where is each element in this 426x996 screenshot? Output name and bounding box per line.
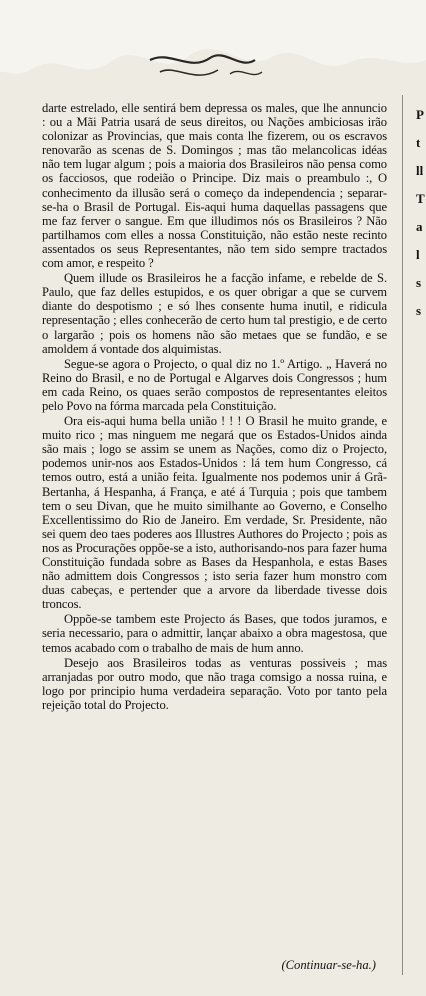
edge-letter: a [416,219,423,234]
paragraph: Quem illude os Brasileiros he a facção infame, e rebelde de S. Paulo, que faz delles estupidos, e os quer obrigar a que se curvem diante do despotismo ; e só lhes consente huma inutil, e ridicula representação ; elles conhecerão de certo hum tal prestigio, e de certo o largarão ; pois os homens não são metaes que se fundão, e se amoldem á vontade dos alquimistas. [42,271,387,356]
edge-letter: l [416,247,420,262]
edge-letter: T [416,191,425,206]
edge-letter: ll [416,163,424,178]
edge-letter: s [416,303,422,318]
edge-letter: s [416,275,422,290]
torn-paper-edge [0,0,426,100]
article-column [42,101,387,712]
adjacent-column-fragment [416,101,426,325]
continuation-note: (Continuar-se-ha.) [281,958,376,972]
paragraph: Oppõe-se tambem este Projecto ás Bases, que todos juramos, e seria necessario, para o admittir, lançar abaixo a obra magestosa, que temos acabado com o trabalho de mais de hum anno. [42,612,387,655]
paragraph: darte estrelado, elle sentirá bem depressa os males, que lhe annuncio : ou a Mãi Patria usará de seus direitos, ou Nações ambiciosas irão colonizar as Provincias, que mais conta lhe fizerem, ou os escravos renovarão as scenas de S. Domingos ; mas tão melancolicas idéas não tem lugar algum ; pois a maioria dos Brasileiros não pensa como os facciosos, que rodeião o Principe. Diz mais o preambulo :, O conhecimento da illusão será o começo da independencia ; separar-se-ha o Brasil de Portugal. Eis-aqui huma daquellas passagens que me faz ferver o sangue. Em que illudimos nós os Brasileiros ? Não partilhamos com elles a nossa Constituição, não estão neste recinto assentados os seus Representantes, não tem sido sempre tractados com amor, e respeito ? [42,101,387,271]
paragraph: Segue-se agora o Projecto, o qual diz no 1.º Artigo. „ Haverá no Reino do Brasil, e no de Portugal e Algarves dois Congressos ; hum em cada Reino, os quaes serão compostos de representantes eleitos pelo Povo na fórma marcada pela Constituição. [42,356,387,413]
paragraph: Desejo aos Brasileiros todas as venturas possiveis ; mas arranjadas por outro modo, que não traga comsigo a nossa ruina, e logo por principio huma verdadeira separação. Voto por tanto pela rejeição total do Projecto. [42,655,387,712]
column-divider [402,95,403,975]
edge-letter: t [416,135,421,150]
edge-letter: P [416,107,424,122]
paragraph: Ora eis-aqui huma bella união ! ! ! O Brasil he muito grande, e muito rico ; mas ninguem me negará que os Estados-Unidos ainda são mais ; logo se assim se unem as Nações, como diz o Projecto, podemos unir-nos aos Estados-Unidos : lá tem hum Congresso, cá temos outro, está a união feita. Igualmente nos podemos unir á Grã-Bertanha, á Hespanha, á França, e até á Turquia ; pois que tambem tem o seu Divan, que he muito similhante ao Governo, e Conselho Excellentissimo do Rio de Janeiro. Em verdade, Sr. Presidente, não sei quem deo taes poderes aos Illustres Authores do Projecto ; pois as nos as Procurações oppõe-se a isto, authorisando-nos para fazer huma Constituição fundada sobre as Bases da Hespanhola, e estas Bases não admittem dois Congressos ; isto seria fazer hum monstro com duas cabeças, e pertender que a arvore da liberdade tivesse dois troncos. [42,414,388,612]
